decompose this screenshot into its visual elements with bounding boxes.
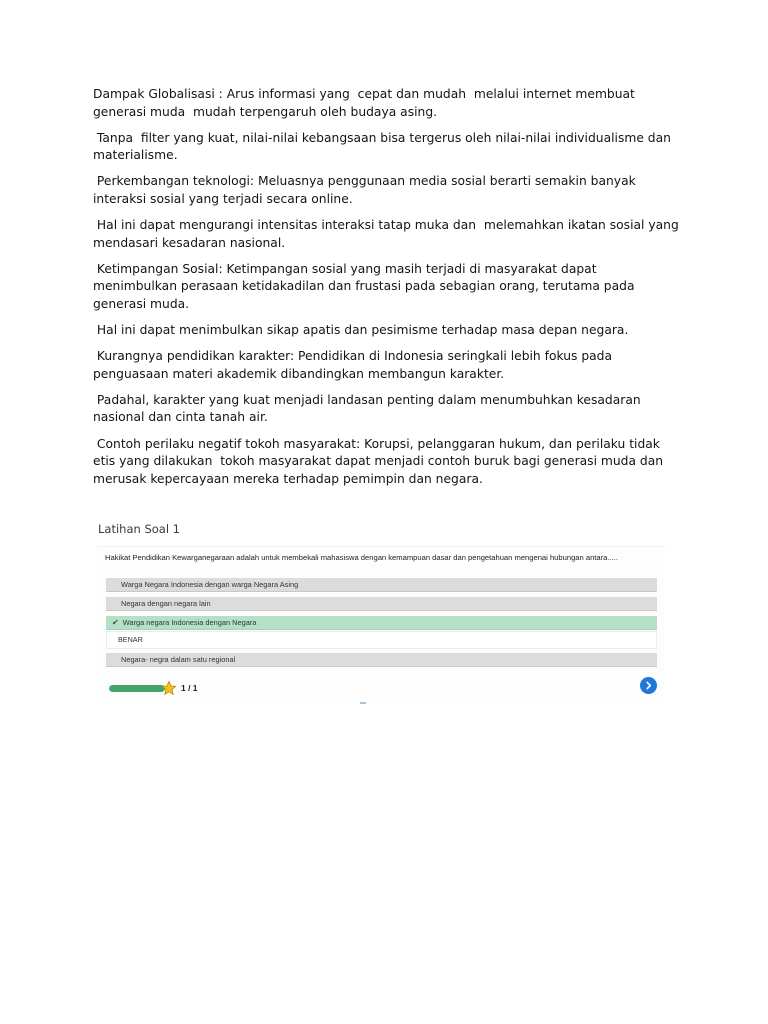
feedback-label: BENAR bbox=[118, 635, 143, 644]
next-button[interactable] bbox=[640, 677, 657, 694]
check-icon: ✔ bbox=[112, 618, 119, 627]
answer-option-label: Warga Negara Indonesia dengan warga Negara Asing bbox=[121, 580, 299, 589]
chevron-right-icon bbox=[644, 681, 653, 690]
quiz-progress bbox=[109, 680, 209, 698]
quiz-screenshot bbox=[93, 516, 666, 706]
paragraph: Kurangnya pendidikan karakter: Pendidikan di Indonesia seringkali lebih fokus pada penguasaan materi akademik dibandingkan membangun karakter. bbox=[93, 349, 616, 381]
answer-option-correct[interactable] bbox=[106, 616, 657, 630]
answer-option[interactable] bbox=[106, 653, 657, 667]
quiz-title: Latihan Soal 1 bbox=[98, 522, 180, 536]
progress-bar bbox=[109, 685, 165, 692]
progress-bar-fill bbox=[109, 685, 165, 692]
question-text: Hakikat Pendidikan Kewarganegaraan adalah untuk membekali mahasiswa dengan kemampuan dasar dan pengetahuan mengenai hubungan antara..... bbox=[105, 553, 618, 562]
paragraph: Dampak Globalisasi : Arus informasi yang cepat dan mudah melalui internet membuat generasi muda mudah terpengaruh oleh budaya asing. bbox=[93, 87, 639, 119]
answer-option-label: Warga negara Indonesia dengan Negara bbox=[122, 618, 257, 627]
decorative-mark bbox=[360, 702, 366, 704]
paragraph: Hal ini dapat menimbulkan sikap apatis dan pesimisme terhadap masa depan negara. bbox=[93, 323, 629, 338]
answer-option-label: Negara dengan negara lain bbox=[121, 599, 211, 608]
paragraph: Perkembangan teknologi: Meluasnya penggunaan media sosial berarti semakin banyak interaksi sosial yang terjadi secara online. bbox=[93, 174, 640, 206]
answer-option-label: Negara- negra dalam satu regional bbox=[121, 655, 236, 664]
answer-option[interactable] bbox=[106, 597, 657, 611]
document-body bbox=[93, 86, 683, 497]
paragraph: Hal ini dapat mengurangi intensitas interaksi tatap muka dan melemahkan ikatan sosial yang mendasari kesadaran nasional. bbox=[93, 218, 683, 250]
quiz-card bbox=[97, 546, 665, 705]
paragraph: Tanpa filter yang kuat, nilai-nilai kebangsaan bisa tergerus oleh nilai-nilai individualisme dan materialisme. bbox=[93, 130, 675, 163]
paragraph: Padahal, karakter yang kuat menjadi landasan penting dalam menumbuhkan kesadaran nasional dan cinta tanah air. bbox=[93, 392, 645, 425]
paragraph: Contoh perilaku negatif tokoh masyarakat: Korupsi, pelanggaran hukum, dan perilaku tidak etis yang dilakukan tokoh masyarakat dapat menjadi contoh buruk bagi generasi muda dan merusak kepercayaan mereka terhadap pemimpin dan negara. bbox=[93, 436, 667, 486]
progress-text: 1 / 1 bbox=[181, 683, 198, 693]
answer-option[interactable] bbox=[106, 578, 657, 592]
star-icon bbox=[161, 680, 177, 696]
answer-feedback bbox=[106, 631, 657, 649]
paragraph: Ketimpangan Sosial: Ketimpangan sosial yang masih terjadi di masyarakat dapat menimbulkan perasaan ketidakadilan dan frustasi pada sebagian orang, terutama pada generasi muda. bbox=[93, 261, 639, 311]
